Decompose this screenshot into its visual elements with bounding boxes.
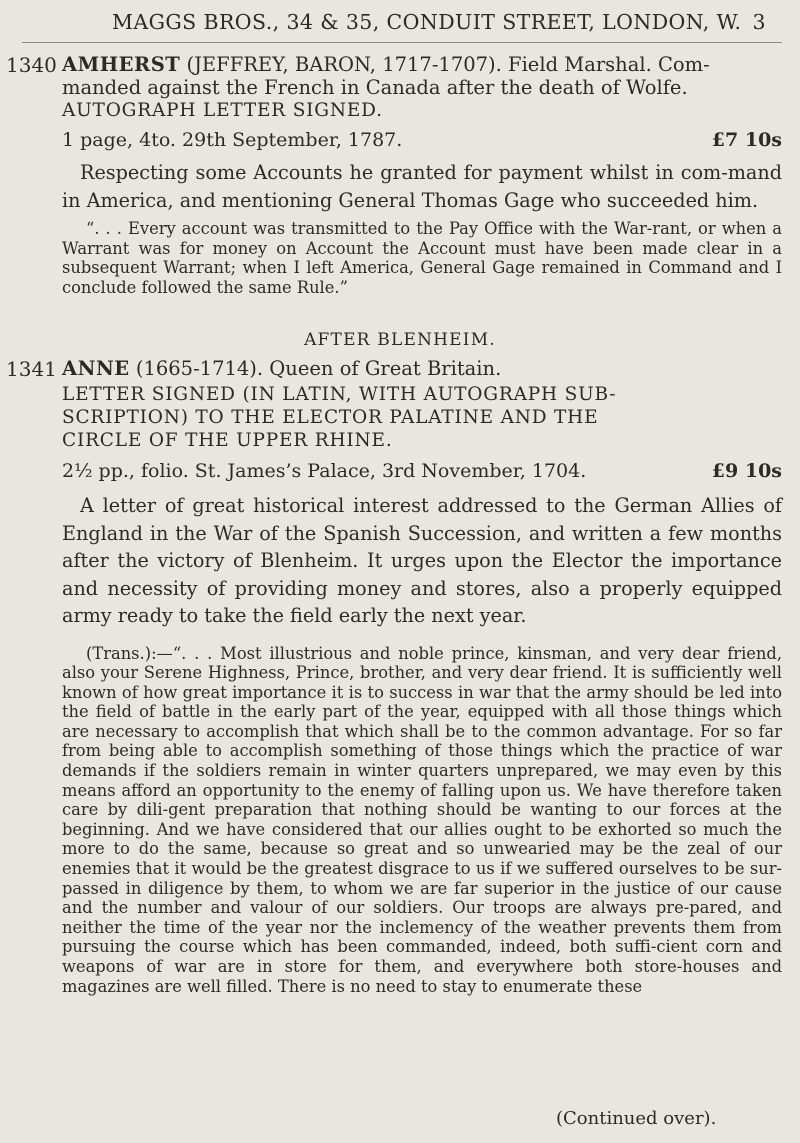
lot-entry-anne — [62, 357, 782, 996]
lot-number: 1341 — [6, 357, 57, 381]
lot-name: AMHERST — [62, 53, 181, 76]
lot-heading-rest: (1665-1714). Queen of Great Britain. — [129, 357, 502, 380]
lot-heading — [62, 357, 782, 380]
lot-name: ANNE — [62, 357, 130, 380]
lot-details — [62, 456, 782, 486]
header-rule — [22, 42, 782, 43]
lot-entry-amherst — [62, 53, 782, 297]
header-title: MAGGS BROS., 34 & 35, CONDUIT STREET, LONDON, W. — [112, 10, 742, 34]
lot-details-text: 2½ pp., folio. St. James’s Palace, 3rd November, 1704. — [62, 460, 587, 482]
lot-description: A letter of great historical interest addressed to the German Allies of England in the War of the Spanish Succession, and written a few months after the victory of Blenheim. It urges upon the Elector the importance and necessity of providing money and stores, also a properly equipped army ready to take the field early the next year. — [62, 494, 782, 627]
page-number: 3 — [752, 10, 766, 34]
lot-number: 1340 — [6, 53, 57, 77]
lot-price: £7 10s — [711, 129, 782, 151]
lot-heading-line2: manded against the French in Canada after the death of Wolfe. — [62, 76, 688, 99]
lot-heading-rest: (JEFFREY, BARON, 1717-1707). Field Marshal. Com- — [180, 53, 710, 76]
lot-quote: “. . . Every account was transmitted to the Pay Office with the War-rant, or when a Warrant was for money on Account the Account must have been made clear in a subsequent Warrant; when I left America, General Gage remained in Command and I conclude followed the same Rule.” — [62, 219, 782, 297]
lot-description-caps: CIRCLE OF THE UPPER RHINE. — [62, 430, 393, 451]
section-title: AFTER BLENHEIM. — [304, 330, 496, 350]
lot-description-caps: LETTER SIGNED (IN LATIN, WITH AUTOGRAPH SUB- — [62, 384, 617, 405]
continued-note: (Continued over). — [556, 1108, 717, 1129]
lot-description: Respecting some Accounts he granted for payment whilst in com-mand in America, and mentioning General Thomas Gage who succeeded him. — [62, 161, 782, 212]
lot-details — [62, 125, 782, 155]
lot-quote: (Trans.):—“. . . Most illustrious and noble prince, kinsman, and very dear friend, also your Serene Highness, Prince, brother, and very dear friend. It is sufficiently well known of how great importance it is to success in war that the army should be led into the field of battle in the early part of the year, equipped with all those things which are necessary to accomplish that which shall be to the common advantage. For so far from being able to accomplish something of those things which the practice of war demands if the soldiers remain in winter quarters unprepared, we may even by this means afford an opportunity to the enemy of falling upon us. We have therefore taken care by dili-gent preparation that nothing should be wanting to our forces at the beginning. And we have considered that our allies ought to be exhorted so much the more to do the same, because so great and so unwearied may be the zeal of our enemies that it would be the greatest disgrace to us if we suffered ourselves to be sur-passed in diligence by them, to whom we are far superior in the justice of our cause and the number and valour of our soldiers. Our troops are always pre-pared, and neither the time of the year nor the inclemency of the weather prevents them from pursuing the course which has been commanded, indeed, both suffi-cient corn and weapons of war are in store for them, and everywhere both store-houses and magazines are well filled. There is no need to stay to enumerate these — [62, 643, 782, 996]
lot-details-text: 1 page, 4to. 29th September, 1787. — [62, 129, 403, 151]
running-header — [112, 10, 772, 34]
lot-heading — [62, 53, 782, 76]
lot-description-caps: SCRIPTION) TO THE ELECTOR PALATINE AND THE — [62, 407, 599, 428]
lot-description-caps: AUTOGRAPH LETTER SIGNED. — [62, 100, 383, 121]
lot-price: £9 10s — [711, 460, 782, 482]
